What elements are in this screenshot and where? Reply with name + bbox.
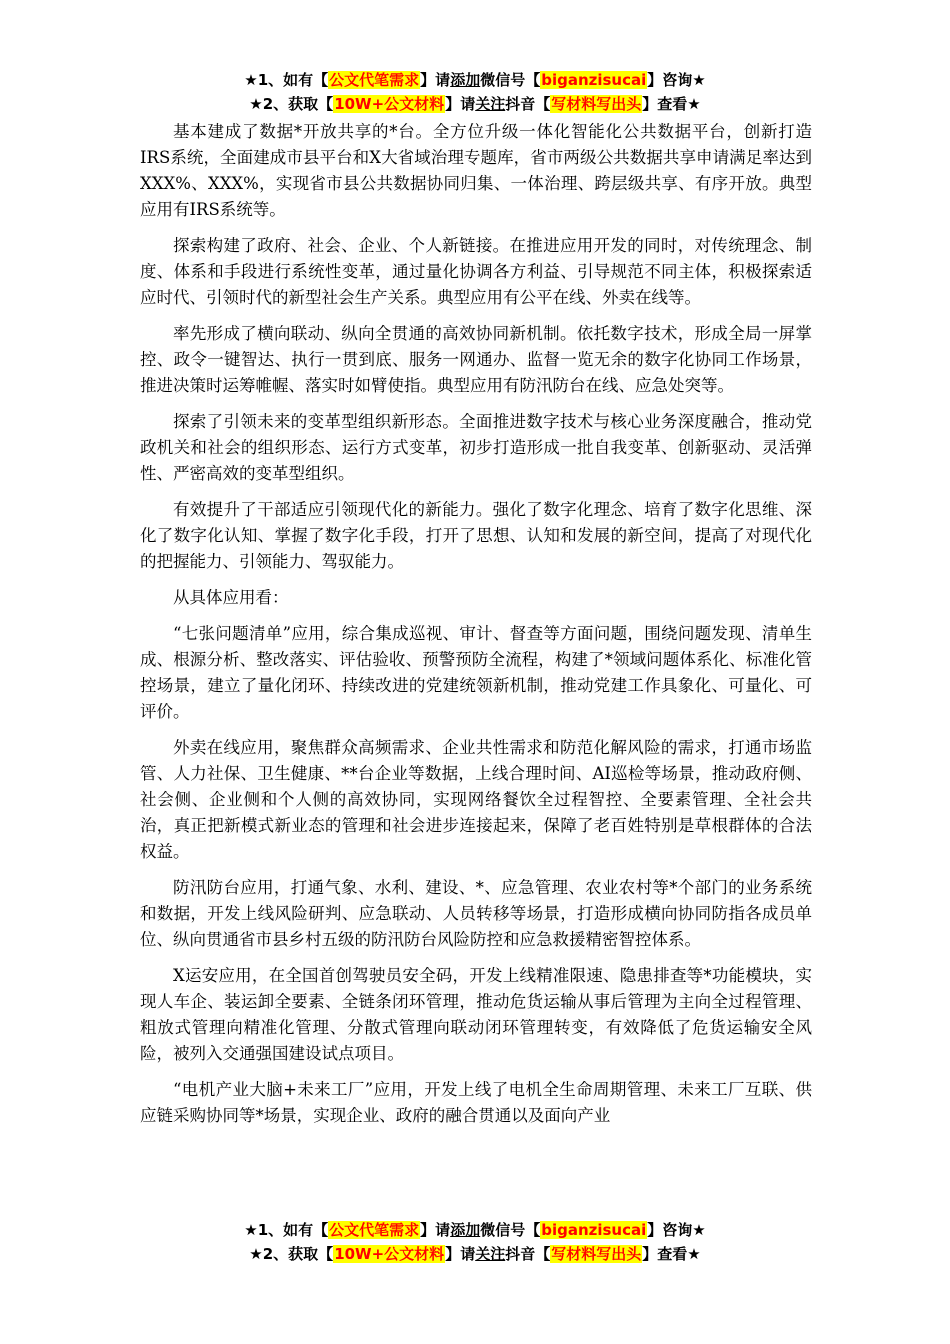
banner-text: ★1、如有【 <box>244 71 329 89</box>
banner-text: 】查看★ <box>642 1245 701 1263</box>
banner-underline: 关注 <box>475 95 506 113</box>
banner-wechat-id: biganzisucai <box>541 1221 647 1239</box>
paragraph-8: 外卖在线应用，聚焦群众高频需求、企业共性需求和防范化解风险的需求，打通市场监管、人力社保、卫生健康、**台企业等数据，上线合理时间、AI巡检等场景，推动政府侧、社会侧、企业侧和个人侧的高效协同，实现网络餐饮全过程智控、全要素管理、全社会共治，真正把新模式新业态的管理和社会进步连接起来，保障了老百姓特别是草根群体的合法权益。 <box>140 738 812 861</box>
banner-text: ★2、获取【 <box>249 95 334 113</box>
paragraph-3: 率先形成了横向联动、纵向全贯通的高效协同新机制。依托数字技术，形成全局一屏掌控、政令一键智达、执行一贯到底、服务一网通办、监督一览无余的数字化协同工作场景，推进决策时运筹帷幄、落实时如臂使指。典型应用有防汛防台在线、应急处突等。 <box>140 324 812 395</box>
paragraph-10: X运安应用，在全国首创驾驶员安全码，开发上线精准限速、隐患排查等*功能模块，实现人车企、装运卸全要素、全链条闭环管理，推动危货运输从事后管理为主向全过程管理、粗放式管理向精准化管理、分散式管理向联动闭环管理转变，有效降低了危货运输安全风险，被列入交通强国建设试点项目。 <box>140 966 812 1063</box>
banner-highlight: 10W+公文材料 <box>334 1245 445 1263</box>
banner-douyin-id: 写材料写出头 <box>551 95 642 113</box>
header-banner-line-1 <box>0 68 950 92</box>
banner-highlight: 公文代笔需求 <box>329 1221 420 1239</box>
banner-text: 微信号【 <box>480 1221 541 1239</box>
paragraph-11: “电机产业大脑+未来工厂”应用，开发上线了电机全生命周期管理、未来工厂互联、供应链采购协同等*场景，实现企业、政府的融合贯通以及面向产业 <box>140 1080 812 1125</box>
banner-text: 抖音【 <box>505 1245 551 1263</box>
banner-wechat-id: biganzisucai <box>541 71 647 89</box>
paragraph-7: “七张问题清单”应用，综合集成巡视、审计、督查等方面问题，围绕问题发现、清单生成、根源分析、整改落实、评估验收、预警预防全流程，构建了*领域问题体系化、标准化管控场景，建立了量化闭环、持续改进的党建统领新机制，推动党建工作具象化、可量化、可评价。 <box>140 624 812 721</box>
document-body <box>140 119 812 1139</box>
banner-douyin-id: 写材料写出头 <box>551 1245 642 1263</box>
banner-text: 】请 <box>445 95 476 113</box>
banner-underline: 添加 <box>450 1221 481 1239</box>
footer-banner-line-2 <box>0 1242 950 1266</box>
banner-highlight: 公文代笔需求 <box>329 71 420 89</box>
paragraph-5: 有效提升了干部适应引领现代化的新能力。强化了数字化理念、培育了数字化思维、深化了数字化认知、掌握了数字化手段，打开了思想、认知和发展的新空间，提高了对现代化的把握能力、引领能力、驾驭能力。 <box>140 500 812 571</box>
banner-text: 抖音【 <box>505 95 551 113</box>
footer-banner <box>0 1218 950 1266</box>
banner-text: ★1、如有【 <box>244 1221 329 1239</box>
banner-highlight: 10W+公文材料 <box>334 95 445 113</box>
banner-text: 微信号【 <box>480 71 541 89</box>
paragraph-9: 防汛防台应用，打通气象、水利、建设、*、应急管理、农业农村等*个部门的业务系统和数据，开发上线风险研判、应急联动、人员转移等场景，打造形成横向协同防指各成员单位、纵向贯通省市县乡村五级的防汛防台风险防控和应急救援精密智控体系。 <box>140 878 812 949</box>
banner-text: 】咨询★ <box>647 71 706 89</box>
banner-text: 】请 <box>445 1245 476 1263</box>
paragraph-4: 探索了引领未来的变革型组织新形态。全面推进数字技术与核心业务深度融合，推动党政机关和社会的组织形态、运行方式变革，初步打造形成一批自我变革、创新驱动、灵活弹性、严密高效的变革型组织。 <box>140 412 812 483</box>
banner-text: ★2、获取【 <box>249 1245 334 1263</box>
banner-text: 】请 <box>420 1221 451 1239</box>
paragraph-2: 探索构建了政府、社会、企业、个人新链接。在推进应用开发的同时，对传统理念、制度、体系和手段进行系统性变革，通过量化协调各方利益、引导规范不同主体，积极探索适应时代、引领时代的新型社会生产关系。典型应用有公平在线、外卖在线等。 <box>140 236 812 307</box>
banner-text: 】查看★ <box>642 95 701 113</box>
paragraph-6: 从具体应用看： <box>173 588 289 607</box>
header-banner <box>0 68 950 116</box>
header-banner-line-2 <box>0 92 950 116</box>
paragraph-1: 基本建成了数据*开放共享的*台。全方位升级一体化智能化公共数据平台，创新打造IRS系统，全面建成市县平台和X大省域治理专题库，省市两级公共数据共享申请满足率达到XXX%、XXX%，实现省市县公共数据协同归集、一体治理、跨层级共享、有序开放。典型应用有IRS系统等。 <box>140 122 812 219</box>
banner-text: 】咨询★ <box>647 1221 706 1239</box>
banner-underline: 添加 <box>450 71 481 89</box>
banner-underline: 关注 <box>475 1245 506 1263</box>
banner-text: 】请 <box>420 71 451 89</box>
footer-banner-line-1 <box>0 1218 950 1242</box>
